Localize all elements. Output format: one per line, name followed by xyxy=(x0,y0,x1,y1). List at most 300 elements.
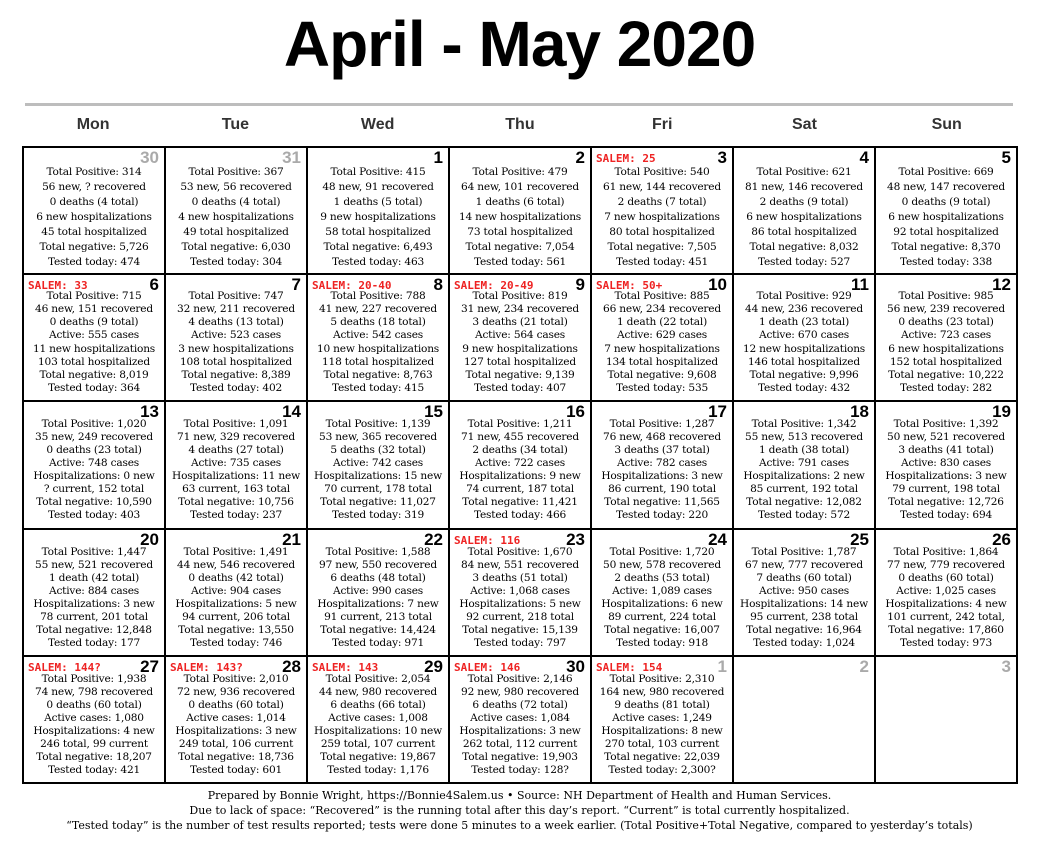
day-number: 12 xyxy=(992,275,1011,295)
stat-line: Total Positive: 1,287 xyxy=(609,418,715,431)
stat-line: Hospitalizations: 3 new xyxy=(175,724,297,737)
calendar-day-cell xyxy=(166,657,308,784)
stat-line: 81 new, 146 recovered xyxy=(745,181,863,193)
stat-line: Total negative: 10,590 xyxy=(36,496,152,509)
stat-line: Total Positive: 1,447 xyxy=(41,545,147,558)
stat-line: 1 deaths (5 total) xyxy=(333,196,423,208)
stat-line: Active cases: 1,080 xyxy=(44,711,144,724)
day-number: 30 xyxy=(140,148,159,167)
day-stats xyxy=(308,290,448,395)
stat-line: 95 current, 238 total xyxy=(750,610,858,623)
calendar-day-cell xyxy=(450,275,592,402)
salem-count-label: SALEM: 20-49 xyxy=(454,279,534,293)
stat-line: 49 total hospitalized xyxy=(183,226,289,238)
stat-line: Total negative: 12,082 xyxy=(746,496,862,509)
stat-line: Hospitalizations: 7 new xyxy=(317,597,439,610)
day-stats xyxy=(450,290,590,395)
stat-line: 118 total hospitalized xyxy=(322,355,434,368)
day-number: 20 xyxy=(140,529,159,549)
stat-line: 2 deaths (7 total) xyxy=(617,196,707,208)
stat-line: 35 new, 249 recovered xyxy=(35,431,153,444)
stat-line: 32 new, 211 recovered xyxy=(177,303,295,316)
day-number: 13 xyxy=(140,402,159,422)
day-number: 18 xyxy=(850,402,869,422)
day-header-tue: Tue xyxy=(221,116,250,133)
salem-count-label: SALEM: 50+ xyxy=(596,279,663,293)
calendar-day-cell xyxy=(166,148,308,275)
stat-line: 7 new hospitalizations xyxy=(604,211,720,223)
day-number: 3 xyxy=(717,148,727,167)
stat-line: Active: 722 cases xyxy=(475,457,565,470)
calendar-day-cell xyxy=(166,530,308,657)
stat-line: Total negative: 14,424 xyxy=(320,623,436,636)
day-stats xyxy=(450,546,590,650)
stat-line: Total negative: 19,867 xyxy=(320,750,436,763)
stat-line: 101 current, 242 total, xyxy=(887,610,1005,623)
day-number: 29 xyxy=(424,656,443,676)
stat-line: Total negative: 6,030 xyxy=(181,241,291,253)
stat-line: Active: 990 cases xyxy=(333,584,423,597)
calendar-day-cell xyxy=(308,657,450,784)
day-header-thu: Thu xyxy=(505,116,535,133)
stat-line: Total negative: 18,736 xyxy=(178,750,294,763)
stat-line: 246 total, 99 current xyxy=(40,737,148,750)
stat-line: Active: 629 cases xyxy=(617,329,707,342)
stat-line: Tested today: 1,024 xyxy=(753,636,855,649)
day-number: 11 xyxy=(851,275,869,295)
stat-line: Active: 1,025 cases xyxy=(896,584,996,597)
stat-line: 4 deaths (27 total) xyxy=(188,444,284,457)
stat-line: Active: 523 cases xyxy=(191,329,281,342)
stat-line: 3 deaths (21 total) xyxy=(472,316,568,329)
stat-line: 53 new, 56 recovered xyxy=(180,181,292,193)
stat-line: 66 new, 234 recovered xyxy=(603,303,721,316)
stat-line: 3 deaths (41 total) xyxy=(898,444,994,457)
stat-line: Active cases: 1,084 xyxy=(470,711,570,724)
stat-line: Tested today: 364 xyxy=(47,381,141,394)
day-stats xyxy=(308,418,448,522)
stat-line: 56 new, ? recovered xyxy=(42,181,146,193)
day-header-wed: Wed xyxy=(360,116,395,133)
stat-line: 91 current, 213 total xyxy=(324,610,432,623)
stat-line: 1 deaths (6 total) xyxy=(475,196,565,208)
calendar-day-cell xyxy=(166,402,308,529)
stat-line: Tested today: 407 xyxy=(473,381,567,394)
stat-line: Total Positive: 1,720 xyxy=(609,545,715,558)
stat-line: Tested today: 128? xyxy=(471,763,569,776)
day-number: 1 xyxy=(433,148,443,167)
stat-line: 0 deaths (9 total) xyxy=(901,196,991,208)
stat-line: Tested today: 535 xyxy=(615,381,709,394)
stat-line: Total Positive: 747 xyxy=(188,290,284,303)
stat-line: 249 total, 106 current xyxy=(178,737,294,750)
stat-line: Active: 904 cases xyxy=(191,584,281,597)
stat-line: 259 total, 107 current xyxy=(320,737,436,750)
stat-line: 61 new, 144 recovered xyxy=(603,181,721,193)
stat-line: Hospitalizations: 5 new xyxy=(175,597,297,610)
stat-line: Hospitalizations: 2 new xyxy=(743,470,865,483)
day-number: 23 xyxy=(566,529,585,549)
stat-line: 6 new hospitalizations xyxy=(888,211,1004,223)
stat-line: Hospitalizations: 14 new xyxy=(740,597,868,610)
stat-line: Total Positive: 788 xyxy=(330,290,426,303)
stat-line: Total negative: 7,505 xyxy=(607,241,717,253)
day-number: 22 xyxy=(424,529,443,549)
day-number: 30 xyxy=(566,656,585,676)
stat-line: Active cases: 1,008 xyxy=(328,711,428,724)
stat-line: 50 new, 521 recovered xyxy=(887,431,1005,444)
stat-line: 1 death (23 total) xyxy=(758,316,850,329)
stat-line: Total Positive: 1,392 xyxy=(893,418,999,431)
stat-line: Total Positive: 415 xyxy=(330,166,426,178)
title-divider xyxy=(25,103,1013,106)
stat-line: 94 current, 206 total xyxy=(182,610,290,623)
calendar-day-cell xyxy=(876,402,1018,529)
stat-line: 71 new, 455 recovered xyxy=(461,431,579,444)
stat-line: Hospitalizations: 10 new xyxy=(314,724,442,737)
day-stats xyxy=(308,165,448,270)
stat-line: Hospitalizations: 4 new xyxy=(885,597,1007,610)
calendar-day-cell xyxy=(308,530,450,657)
stat-line: Total negative: 16,007 xyxy=(604,623,720,636)
calendar-day-cell xyxy=(24,148,166,275)
stat-line: 5 deaths (32 total) xyxy=(330,444,426,457)
footer-line: “Tested today” is the number of test results reported; tests were done 5 minutes to a week earlier. (Total Positive+Total Negative, compared to yesterday’s totals) xyxy=(66,819,973,832)
salem-count-label: SALEM: 33 xyxy=(28,279,88,293)
stat-line: 58 total hospitalized xyxy=(325,226,431,238)
stat-line: Active: 782 cases xyxy=(617,457,707,470)
stat-line: 2 deaths (53 total) xyxy=(614,571,710,584)
stat-line: Tested today: 466 xyxy=(473,509,567,522)
day-stats xyxy=(876,418,1016,522)
stat-line: Total negative: 8,763 xyxy=(323,368,433,381)
stat-line: 0 deaths (23 total) xyxy=(898,316,994,329)
stat-line: Total Positive: 819 xyxy=(472,290,568,303)
stat-line: Total negative: 9,139 xyxy=(465,368,575,381)
stat-line: 0 deaths (4 total) xyxy=(191,196,281,208)
stat-line: Active: 950 cases xyxy=(759,584,849,597)
stat-line: 6 new hospitalizations xyxy=(888,342,1004,355)
day-number: 10 xyxy=(708,275,727,295)
stat-line: Tested today: 237 xyxy=(189,509,283,522)
calendar-day-cell xyxy=(592,530,734,657)
footer-line: Prepared by Bonnie Wright, https://Bonnie4Salem.us • Source: NH Department of Health and Human Services. xyxy=(207,789,832,802)
stat-line: 76 new, 468 recovered xyxy=(603,431,721,444)
stat-line: Active: 564 cases xyxy=(475,329,565,342)
stat-line: 85 current, 192 total xyxy=(750,483,858,496)
stat-line: 73 total hospitalized xyxy=(467,226,573,238)
stat-line: 1 death (22 total) xyxy=(616,316,708,329)
day-number: 6 xyxy=(149,275,159,295)
stat-line: Total Positive: 2,146 xyxy=(467,672,573,685)
stat-line: Tested today: 918 xyxy=(615,636,709,649)
stat-line: 6 new hospitalizations xyxy=(36,211,152,223)
stat-line: 3 new hospitalizations xyxy=(178,342,294,355)
stat-line: 152 total hospitalized xyxy=(890,355,1002,368)
stat-line: 70 current, 178 total xyxy=(324,483,432,496)
day-number: 3 xyxy=(1001,656,1011,676)
stat-line: 6 deaths (72 total) xyxy=(472,698,568,711)
stat-line: Total negative: 8,389 xyxy=(181,368,291,381)
stat-line: Total negative: 10,222 xyxy=(888,368,1004,381)
stat-line: Total Positive: 669 xyxy=(898,166,994,178)
stat-line: Total negative: 8,370 xyxy=(891,241,1001,253)
stat-line: 48 new, 91 recovered xyxy=(322,181,434,193)
stat-line: 44 new, 236 recovered xyxy=(745,303,863,316)
calendar-day-cell xyxy=(592,148,734,275)
stat-line: 11 new hospitalizations xyxy=(32,342,156,355)
stat-line: Total negative: 16,964 xyxy=(746,623,862,636)
day-number: 15 xyxy=(424,402,443,422)
stat-line: 164 new, 980 recovered xyxy=(599,685,725,698)
stat-line: 92 new, 980 recovered xyxy=(461,685,579,698)
salem-count-label: SALEM: 143? xyxy=(170,660,243,674)
stat-line: 78 current, 201 total xyxy=(40,610,148,623)
day-number: 8 xyxy=(433,275,443,295)
calendar-day-cell xyxy=(876,275,1018,402)
calendar-day-cell xyxy=(308,402,450,529)
stat-line: Active: 670 cases xyxy=(759,329,849,342)
stat-line: Tested today: 561 xyxy=(473,256,567,268)
stat-line: Hospitalizations: 5 new xyxy=(459,597,581,610)
calendar-day-cell xyxy=(24,530,166,657)
stat-line: Active: 1,068 cases xyxy=(470,584,570,597)
day-header-sun: Sun xyxy=(931,116,962,133)
stat-line: 63 current, 163 total xyxy=(182,483,290,496)
day-stats xyxy=(734,165,874,270)
stat-line: Active: 542 cases xyxy=(333,329,423,342)
day-of-week-header xyxy=(22,116,1018,134)
stat-line: Active: 884 cases xyxy=(49,584,139,597)
day-stats xyxy=(166,673,306,777)
day-stats xyxy=(308,673,448,777)
stat-line: 134 total hospitalized xyxy=(606,355,718,368)
stat-line: Total negative: 8,019 xyxy=(39,368,149,381)
stat-line: 80 total hospitalized xyxy=(609,226,715,238)
salem-count-label: SALEM: 25 xyxy=(596,152,656,165)
stat-line: 45 total hospitalized xyxy=(41,226,147,238)
stat-line: Total negative: 19,903 xyxy=(462,750,578,763)
stat-line: Tested today: 474 xyxy=(47,256,141,268)
stat-line: 55 new, 521 recovered xyxy=(35,558,153,571)
stat-line: Total Positive: 1,342 xyxy=(751,418,857,431)
day-number: 16 xyxy=(566,402,585,422)
stat-line: Tested today: 319 xyxy=(331,509,425,522)
calendar-day-cell xyxy=(876,148,1018,275)
stat-line: 9 deaths (81 total) xyxy=(614,698,710,711)
stat-line: 6 deaths (66 total) xyxy=(330,698,426,711)
calendar-day-cell xyxy=(450,402,592,529)
day-stats xyxy=(592,290,732,395)
stat-line: Tested today: 338 xyxy=(899,256,993,268)
stat-line: 53 new, 365 recovered xyxy=(319,431,437,444)
stat-line: Total negative: 22,039 xyxy=(604,750,720,763)
stat-line: Active: 748 cases xyxy=(49,457,139,470)
stat-line: Total negative: 10,756 xyxy=(178,496,294,509)
stat-line: Tested today: 304 xyxy=(189,256,283,268)
stat-line: Total Positive: 1,139 xyxy=(325,418,431,431)
calendar-grid xyxy=(22,146,1018,784)
stat-line: 31 new, 234 recovered xyxy=(461,303,579,316)
stat-line: Total negative: 11,565 xyxy=(604,496,720,509)
stat-line: Total negative: 9,996 xyxy=(749,368,859,381)
stat-line: 0 deaths (60 total) xyxy=(188,698,284,711)
stat-line: Total Positive: 2,054 xyxy=(325,672,431,685)
stat-line: Total Positive: 929 xyxy=(756,290,852,303)
salem-count-label: SALEM: 146 xyxy=(454,660,521,674)
stat-line: Hospitalizations: 8 new xyxy=(601,724,723,737)
stat-line: 0 deaths (4 total) xyxy=(49,196,139,208)
stat-line: 77 new, 779 recovered xyxy=(887,558,1005,571)
day-stats xyxy=(734,546,874,650)
stat-line: Total Positive: 2,010 xyxy=(183,672,289,685)
stat-line: 0 deaths (60 total) xyxy=(46,698,142,711)
day-number: 26 xyxy=(992,529,1011,549)
stat-line: Tested today: 797 xyxy=(473,636,567,649)
day-stats xyxy=(24,165,164,270)
stat-line: 64 new, 101 recovered xyxy=(461,181,579,193)
stat-line: 10 new hospitalizations xyxy=(316,342,440,355)
stat-line: Total Positive: 715 xyxy=(46,290,142,303)
stat-line: Total negative: 15,139 xyxy=(462,623,578,636)
calendar-day-cell xyxy=(592,402,734,529)
salem-count-label: SALEM: 20-40 xyxy=(312,279,392,293)
stat-line: Active: 830 cases xyxy=(901,457,991,470)
stat-line: Total negative: 12,848 xyxy=(36,623,152,636)
stat-line: 71 new, 329 recovered xyxy=(177,431,295,444)
stat-line: Active cases: 1,249 xyxy=(612,711,712,724)
day-number: 27 xyxy=(140,656,159,676)
day-number: 31 xyxy=(282,148,301,167)
stat-line: Total Positive: 985 xyxy=(898,290,994,303)
stat-line: 0 deaths (23 total) xyxy=(46,444,142,457)
calendar-day-cell xyxy=(166,275,308,402)
stat-line: Tested today: 415 xyxy=(331,381,425,394)
stat-line: Tested today: 177 xyxy=(47,636,141,649)
stat-line: Hospitalizations: 3 new xyxy=(459,724,581,737)
stat-line: 46 new, 151 recovered xyxy=(35,303,153,316)
stat-line: Total Positive: 479 xyxy=(472,166,568,178)
day-stats xyxy=(166,290,306,395)
day-number: 19 xyxy=(992,402,1011,422)
stat-line: Total Positive: 2,310 xyxy=(609,672,715,685)
stat-line: Tested today: 402 xyxy=(189,381,283,394)
stat-line: 86 total hospitalized xyxy=(751,226,857,238)
stat-line: Total negative: 7,054 xyxy=(465,241,575,253)
stat-line: 108 total hospitalized xyxy=(180,355,292,368)
stat-line: 1 death (38 total) xyxy=(758,444,850,457)
day-header-sat: Sat xyxy=(792,116,817,133)
day-number: 4 xyxy=(859,148,869,167)
stat-line: Total Positive: 367 xyxy=(188,166,284,178)
stat-line: Tested today: 527 xyxy=(757,256,851,268)
stat-line: Total negative: 11,027 xyxy=(320,496,436,509)
stat-line: 84 new, 551 recovered xyxy=(461,558,579,571)
calendar-day-cell xyxy=(876,530,1018,657)
day-number: 5 xyxy=(1001,148,1011,167)
stat-line: Hospitalizations: 9 new xyxy=(459,470,581,483)
stat-line: 72 new, 936 recovered xyxy=(177,685,295,698)
stat-line: Total Positive: 885 xyxy=(614,290,710,303)
stat-line: 74 new, 798 recovered xyxy=(35,685,153,698)
stat-line: 50 new, 578 recovered xyxy=(603,558,721,571)
stat-line: Active: 735 cases xyxy=(191,457,281,470)
calendar-day-cell xyxy=(24,275,166,402)
stat-line: Total negative: 18,207 xyxy=(36,750,152,763)
stat-line: Hospitalizations: 3 new xyxy=(601,470,723,483)
stat-line: 86 current, 190 total xyxy=(608,483,716,496)
stat-line: 44 new, 546 recovered xyxy=(177,558,295,571)
stat-line: 9 new hospitalizations xyxy=(462,342,578,355)
day-stats xyxy=(734,418,874,522)
calendar-day-cell xyxy=(450,148,592,275)
stat-line: Total Positive: 1,864 xyxy=(893,545,999,558)
stat-line: Tested today: 601 xyxy=(189,763,283,776)
stat-line: Tested today: 1,176 xyxy=(327,763,429,776)
stat-line: 55 new, 513 recovered xyxy=(745,431,863,444)
stat-line: Total negative: 8,032 xyxy=(749,241,859,253)
stat-line: 0 deaths (60 total) xyxy=(898,571,994,584)
stat-line: 48 new, 147 recovered xyxy=(887,181,1005,193)
footer-line: Due to lack of space: “Recovered” is the running total after this day’s report. “Current” is total currently hospitalized. xyxy=(189,804,850,817)
stat-line: Tested today: 432 xyxy=(757,381,851,394)
stat-line: 44 new, 980 recovered xyxy=(319,685,437,698)
stat-line: Total negative: 12,726 xyxy=(888,496,1004,509)
day-stats xyxy=(592,165,732,270)
calendar-day-cell xyxy=(734,657,876,784)
day-number: 25 xyxy=(850,529,869,549)
stat-line: 2 deaths (9 total) xyxy=(759,196,849,208)
stat-line: Tested today: 403 xyxy=(47,509,141,522)
calendar-day-cell xyxy=(24,657,166,784)
calendar-day-cell xyxy=(450,530,592,657)
day-stats xyxy=(24,673,164,777)
stat-line: Total Positive: 1,670 xyxy=(467,545,573,558)
stat-line: Tested today: 463 xyxy=(331,256,425,268)
day-stats xyxy=(592,673,732,777)
stat-line: 74 current, 187 total xyxy=(466,483,574,496)
stat-line: Total Positive: 1,020 xyxy=(41,418,147,431)
day-stats xyxy=(592,546,732,650)
stat-line: 12 new hospitalizations xyxy=(742,342,866,355)
stat-line: 4 new hospitalizations xyxy=(178,211,294,223)
stat-line: 41 new, 227 recovered xyxy=(319,303,437,316)
stat-line: Total Positive: 1,491 xyxy=(183,545,289,558)
day-number: 24 xyxy=(708,529,727,549)
day-stats xyxy=(876,290,1016,395)
stat-line: Tested today: 694 xyxy=(899,509,993,522)
stat-line: Tested today: 973 xyxy=(899,636,993,649)
calendar-day-cell xyxy=(592,657,734,784)
calendar-day-cell xyxy=(734,402,876,529)
stat-line: Total Positive: 314 xyxy=(46,166,142,178)
stat-line: Tested today: 421 xyxy=(47,763,141,776)
stat-line: 0 deaths (42 total) xyxy=(188,571,284,584)
calendar-day-cell xyxy=(308,148,450,275)
stat-line: 97 new, 550 recovered xyxy=(319,558,437,571)
stat-line: Tested today: 2,300? xyxy=(608,763,716,776)
stat-line: 92 current, 218 total xyxy=(466,610,574,623)
stat-line: Total negative: 5,726 xyxy=(39,241,149,253)
stat-line: ? current, 152 total xyxy=(43,483,145,496)
footer-notes xyxy=(0,788,1039,833)
stat-line: 56 new, 239 recovered xyxy=(887,303,1005,316)
stat-line: Tested today: 282 xyxy=(899,381,993,394)
stat-line: Active: 555 cases xyxy=(49,329,139,342)
stat-line: Hospitalizations: 3 new xyxy=(33,597,155,610)
stat-line: Hospitalizations: 3 new xyxy=(885,470,1007,483)
day-stats xyxy=(450,418,590,522)
